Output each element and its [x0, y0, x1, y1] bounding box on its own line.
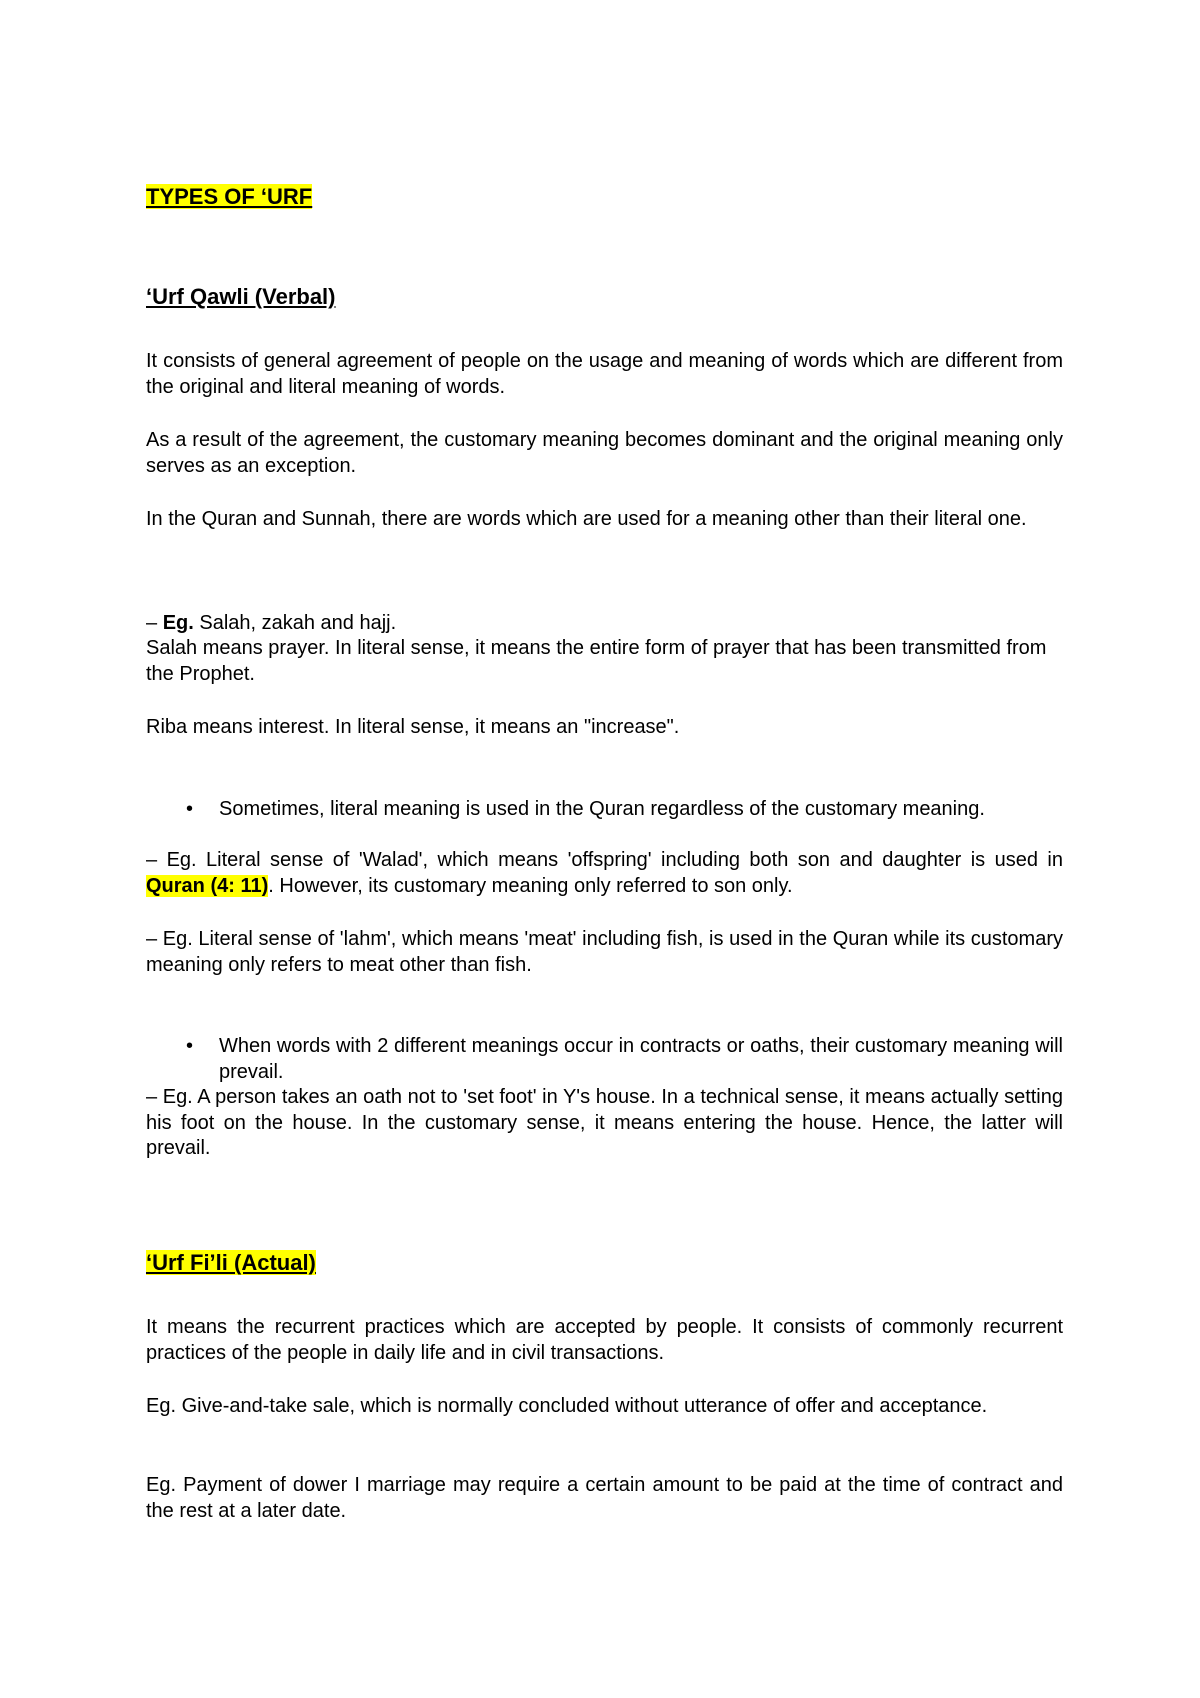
actual-paragraph-3: Eg. Payment of dower I marriage may require a certain amount to be paid at the time of contract and the rest at a later date.: [146, 1474, 1063, 1522]
actual-paragraph-2: Eg. Give-and-take sale, which is normally concluded without utterance of offer and acceptance.: [146, 1395, 988, 1417]
oath-example: – Eg. A person takes an oath not to 'set foot' in Y's house. In a technical sense, it means actually setting his foot on the house. In the customary sense, it means entering the house. Hence, the latter will prevail.: [146, 1086, 1063, 1159]
verbal-heading: ‘Urf Qawli (Verbal): [146, 284, 336, 309]
example-line: – Eg. Salah, zakah and hajj.: [146, 612, 397, 634]
walad-example: – Eg. Literal sense of 'Walad', which means 'offspring' including both son and daughter is used in Quran (4: 11). However, its customary meaning only referred to son only.: [146, 849, 1063, 897]
verbal-paragraph-1: It consists of general agreement of people on the usage and meaning of words which are different from the original and literal meaning of words.: [146, 350, 1063, 398]
riba-paragraph: Riba means interest. In literal sense, it means an "increase".: [146, 716, 680, 738]
bullet-marker: •: [186, 798, 194, 820]
example-label: Eg.: [162, 612, 194, 634]
verbal-paragraph-2: As a result of the agreement, the customary meaning becomes dominant and the original meaning only serves as an exception.: [146, 429, 1063, 477]
bullet-item-2: When words with 2 different meanings occur in contracts or oaths, their customary meaning will prevail.: [219, 1035, 1063, 1083]
actual-heading: ‘Urf Fi’li (Actual): [146, 1250, 316, 1275]
verbal-paragraph-3: In the Quran and Sunnah, there are words which are used for a meaning other than their literal one.: [146, 508, 1027, 530]
bullet-marker: •: [186, 1035, 194, 1057]
actual-paragraph-1: It means the recurrent practices which are accepted by people. It consists of commonly recurrent practices of the people in daily life and in civil transactions.: [146, 1316, 1063, 1364]
bullet-item-1: Sometimes, literal meaning is used in the Quran regardless of the customary meaning.: [219, 798, 985, 820]
page-title: TYPES OF ‘URF: [146, 184, 313, 209]
lahm-example: – Eg. Literal sense of 'lahm', which means 'meat' including fish, is used in the Quran while its customary meaning only refers to meat other than fish.: [146, 928, 1063, 976]
salah-paragraph: Salah means prayer. In literal sense, it means the entire form of prayer that has been transmitted from the Prophet.: [146, 637, 1047, 685]
quran-reference: Quran (4: 11): [146, 874, 269, 897]
